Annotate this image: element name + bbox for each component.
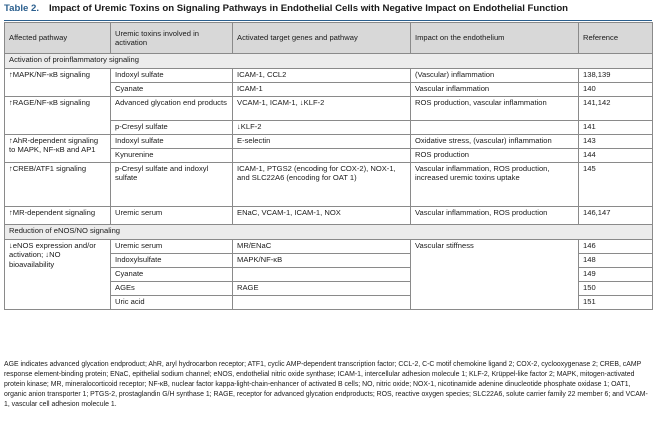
table-row (5, 207, 653, 225)
cell-impact: (Vascular) inflammation (411, 69, 579, 83)
table-row (5, 135, 653, 149)
cell-reference: 148 (579, 254, 653, 268)
section-label: Activation of proinflammatory signaling (5, 54, 653, 69)
cell-reference: 141 (579, 121, 653, 135)
cell-impact: ROS production, vascular inflammation (411, 97, 579, 121)
cell-target (233, 268, 411, 282)
cell-target: ICAM-1 (233, 83, 411, 97)
cell-target: RAGE (233, 282, 411, 296)
cell-pathway: ↑AhR-dependent signaling to MAPK, NF-κB and AP1 (5, 135, 111, 163)
cell-reference: 151 (579, 296, 653, 310)
cell-reference: 145 (579, 163, 653, 207)
table-row (5, 240, 653, 254)
cell-reference: 146 (579, 240, 653, 254)
cell-pathway: ↑CREB/ATF1 signaling (5, 163, 111, 207)
table-footnote: AGE indicates advanced glycation endproduct; AhR, aryl hydrocarbon receptor; ATF1, cyclic AMP-dependent transcription factor; CCL-2, C-C motif chemokine ligand 2; COX-2, cyclooxygenase 2; CREB, cAMP response element-binding protein; ENaC, epithelial sodium channel; eNOS, endothelial nitric oxide synthase; ICAM-1, intercellular adhesion molecule 1; KLF-2, Krüppel-like factor 2; MAPK, mitogen-activated protein kinase; MR, mineralocorticoid receptor; NF-κB, nuclear factor kappa-light-chain-enhancer of activated B cells; NO, nitric oxide; NOX-1, nicotinamide adenine dinucleotide phosphate oxidase 1; OAT1, organic anion transporter 1; PTGS-2, prostaglandin G/H synthase 1; RAGE, receptor for advanced glycation endproducts; ROS, reactive oxygen species; SLC22A6, solute carrier family 22 member 6; and VCAM-1, vascular cell adhesion molecule 1. (4, 361, 648, 408)
header-impact: Impact on the endothelium (411, 23, 579, 54)
cell-toxin: Uremic serum (111, 240, 233, 254)
cell-pathway: ↓eNOS expression and/or activation; ↓NO bioavailability (5, 240, 111, 310)
cell-toxin: Indoxylsulfate (111, 254, 233, 268)
cell-reference: 146,147 (579, 207, 653, 225)
cell-reference: 138,139 (579, 69, 653, 83)
cell-toxin: Cyanate (111, 83, 233, 97)
title-rule (4, 20, 652, 21)
cell-target: MR/ENaC (233, 240, 411, 254)
cell-reference: 149 (579, 268, 653, 282)
header-targets: Activated target genes and pathway (233, 23, 411, 54)
cell-pathway: ↑MR-dependent signaling (5, 207, 111, 225)
cell-reference: 144 (579, 149, 653, 163)
section-row (5, 225, 653, 240)
cell-target: ↓KLF-2 (233, 121, 411, 135)
cell-target: ICAM-1, CCL2 (233, 69, 411, 83)
table-title-text: Impact of Uremic Toxins on Signaling Pathways in Endothelial Cells with Negative Impact on Endothelial Function (49, 3, 569, 14)
cell-target (233, 149, 411, 163)
cell-pathway: ↑MAPK/NF-κB signaling (5, 69, 111, 97)
cell-pathway: ↑RAGE/NF-κB signaling (5, 97, 111, 135)
section-row (5, 54, 653, 69)
cell-impact: Oxidative stress, (vascular) inflammation (411, 135, 579, 149)
cell-impact: ROS production (411, 149, 579, 163)
cell-target: ICAM-1, PTGS2 (encoding for COX-2), NOX-1, and SLC22A6 (encoding for OAT 1) (233, 163, 411, 207)
data-table (4, 22, 653, 310)
table-header-row (5, 23, 653, 54)
cell-toxin: p-Cresyl sulfate (111, 121, 233, 135)
table-title (4, 3, 652, 19)
cell-impact: Vascular inflammation, ROS production, increased uremic toxins uptake (411, 163, 579, 207)
cell-impact: Vascular inflammation, ROS production (411, 207, 579, 225)
cell-target: E-selectin (233, 135, 411, 149)
cell-reference: 141,142 (579, 97, 653, 121)
header-pathway: Affected pathway (5, 23, 111, 54)
cell-impact: Vascular stiffness (411, 240, 579, 310)
cell-toxin: Advanced glycation end products (111, 97, 233, 121)
cell-impact (411, 121, 579, 135)
cell-toxin: Uric acid (111, 296, 233, 310)
header-toxins: Uremic toxins involved in activation (111, 23, 233, 54)
cell-target: MAPK/NF-κB (233, 254, 411, 268)
cell-toxin: Cyanate (111, 268, 233, 282)
cell-reference: 150 (579, 282, 653, 296)
table-label: Table 2. (4, 3, 40, 14)
cell-target: VCAM-1, ICAM-1, ↓KLF-2 (233, 97, 411, 121)
table-row (5, 97, 653, 121)
cell-reference: 143 (579, 135, 653, 149)
table-row (5, 69, 653, 83)
cell-target: ENaC, VCAM-1, ICAM-1, NOX (233, 207, 411, 225)
table-row (5, 163, 653, 207)
cell-toxin: Kynurenine (111, 149, 233, 163)
cell-target (233, 296, 411, 310)
cell-toxin: p-Cresyl sulfate and indoxyl sulfate (111, 163, 233, 207)
cell-toxin: Indoxyl sulfate (111, 69, 233, 83)
cell-reference: 140 (579, 83, 653, 97)
section-label: Reduction of eNOS/NO signaling (5, 225, 653, 240)
header-reference: Reference (579, 23, 653, 54)
cell-toxin: Uremic serum (111, 207, 233, 225)
cell-impact: Vascular inflammation (411, 83, 579, 97)
cell-toxin: AGEs (111, 282, 233, 296)
cell-toxin: Indoxyl sulfate (111, 135, 233, 149)
